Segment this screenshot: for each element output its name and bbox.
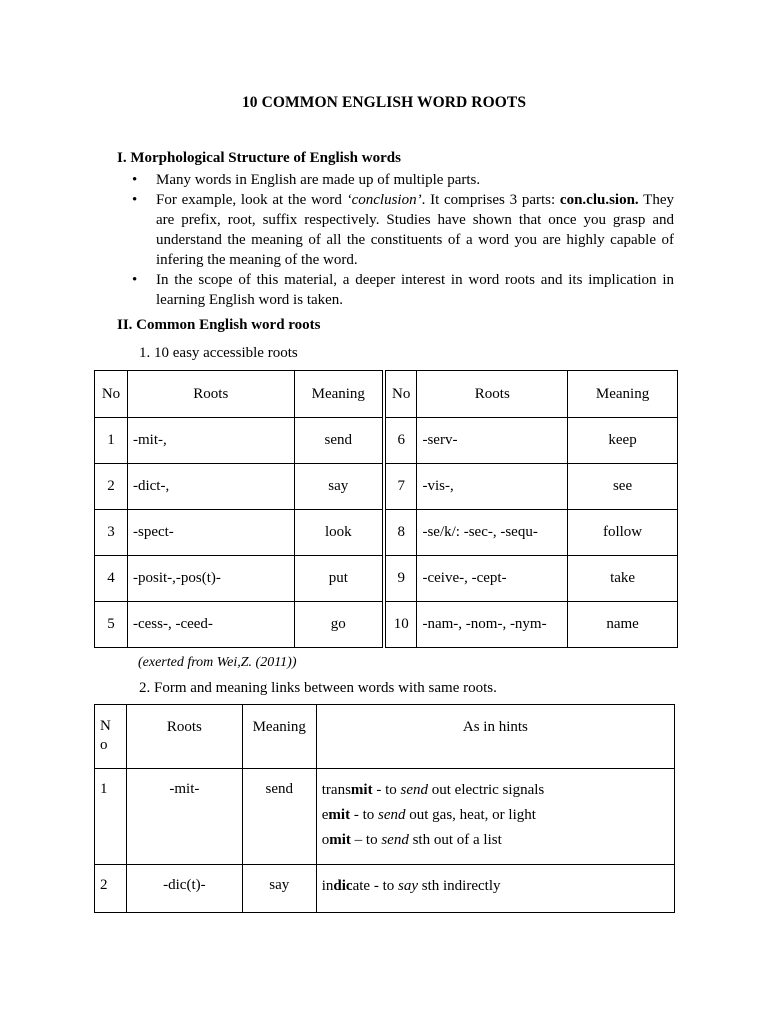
section-heading-1: I. Morphological Structure of English words (117, 150, 401, 166)
cell-meaning: go (294, 602, 384, 648)
hints-table (94, 704, 675, 913)
cell-meaning: send (294, 418, 384, 464)
cell-no: 10 (384, 602, 417, 648)
cell-root: -ceive-, -cept- (417, 556, 568, 602)
cell-meaning: say (294, 464, 384, 510)
cell-no: 1 (95, 769, 127, 865)
table-row (95, 464, 678, 510)
header-meaning: Meaning (242, 705, 316, 769)
header-meaning: Meaning (568, 371, 678, 418)
cell-root: -nam-, -nom-, -nym- (417, 602, 568, 648)
hint-line (322, 778, 669, 803)
cell-hints (316, 769, 674, 865)
hint-suffix: ate (352, 878, 371, 894)
cell-hints (316, 865, 674, 913)
section-heading-2: II. Common English word roots (117, 317, 321, 333)
table-row (95, 510, 678, 556)
header-no-text: N o (100, 718, 111, 753)
cell-root: -vis-, (417, 464, 568, 510)
bullet-list (132, 170, 674, 310)
hint-end: sth out of a list (408, 832, 502, 848)
cell-no: 6 (384, 418, 417, 464)
table-row (95, 418, 678, 464)
header-roots: Roots (126, 705, 242, 769)
table-header-row (95, 371, 678, 418)
cell-no: 9 (384, 556, 417, 602)
hint-line (322, 874, 669, 899)
hint-end: out electric signals (428, 782, 545, 798)
cell-root: -se/k/: -sec-, -sequ- (417, 510, 568, 556)
hint-prefix: in (321, 878, 334, 894)
bullet-text: In the scope of this material, a deeper interest in word roots and its implication in learning English word is taken. (156, 272, 674, 308)
roots-table (94, 370, 678, 648)
subheading-1: 1. 10 easy accessible roots (139, 345, 298, 361)
cell-root: -spect- (127, 510, 294, 556)
subheading-2: 2. Form and meaning links between words with same roots. (139, 680, 497, 696)
cell-meaning: keep (568, 418, 678, 464)
cell-meaning: see (568, 464, 678, 510)
hint-sep: - to (370, 878, 398, 894)
header-roots: Roots (417, 371, 568, 418)
cell-no: 4 (95, 556, 128, 602)
table-row (95, 769, 675, 865)
hint-meaning: send (381, 832, 409, 848)
bullet-text-b: . It comprises 3 parts: (421, 192, 560, 208)
hint-prefix: trans (321, 782, 351, 798)
cell-meaning: say (242, 865, 316, 913)
cell-root: -cess-, -ceed- (127, 602, 294, 648)
hint-meaning: say (398, 878, 418, 894)
cell-no: 5 (95, 602, 128, 648)
table-row (95, 865, 675, 913)
bullet-icon: • (132, 272, 138, 288)
hint-root: mit (350, 782, 373, 798)
hint-meaning: send (378, 807, 406, 823)
table-row (95, 602, 678, 648)
header-no: No (95, 371, 128, 418)
table-caption: (exerted from Wei,Z. (2011)) (138, 655, 297, 670)
hint-line (322, 828, 669, 853)
hint-sep: - to (372, 782, 401, 798)
cell-meaning: look (294, 510, 384, 556)
bullet-item (132, 190, 674, 270)
table-header-row (95, 705, 675, 769)
cell-no: 8 (384, 510, 417, 556)
hint-root: mit (329, 832, 351, 848)
bullet-text-c: They are prefix, root, suffix respectively. Studies have shown that once you grasp and understand the meaning of all the constituents of a word you are highly capable of infering the meaning of the word. (156, 192, 674, 268)
hint-end: sth indirectly (418, 878, 501, 894)
cell-no: 1 (95, 418, 128, 464)
hint-meaning: send (400, 782, 429, 798)
header-meaning: Meaning (294, 371, 384, 418)
hint-root: mit (328, 807, 351, 823)
cell-root: -mit- (126, 769, 242, 865)
bullet-example-word: ‘conclusion’ (346, 192, 422, 208)
cell-no: 2 (95, 464, 128, 510)
hint-end: out gas, heat, or light (405, 807, 536, 823)
hint-root: dic (333, 878, 353, 894)
bullet-icon: • (132, 172, 138, 188)
cell-root: -dict-, (127, 464, 294, 510)
hint-prefix: o (321, 832, 330, 848)
cell-meaning: put (294, 556, 384, 602)
cell-no: 2 (95, 865, 127, 913)
hint-sep: - to (350, 807, 379, 823)
cell-meaning: take (568, 556, 678, 602)
cell-root: -posit-,-pos(t)- (127, 556, 294, 602)
bullet-item (132, 270, 674, 310)
bullet-text: Many words in English are made up of multiple parts. (156, 172, 481, 188)
cell-meaning: follow (568, 510, 678, 556)
cell-meaning: name (568, 602, 678, 648)
page-title: 10 COMMON ENGLISH WORD ROOTS (241, 94, 527, 111)
header-no: No (384, 371, 417, 418)
hint-prefix: e (321, 807, 329, 823)
header-no (95, 705, 127, 769)
cell-root: -mit-, (127, 418, 294, 464)
bullet-word-parts: con.clu.sion. (559, 192, 639, 208)
bullet-text-a: For example, look at the word (156, 192, 347, 208)
header-hints: As in hints (316, 705, 674, 769)
cell-root: -dic(t)- (126, 865, 242, 913)
cell-root: -serv- (417, 418, 568, 464)
cell-no: 7 (384, 464, 417, 510)
table-row (95, 556, 678, 602)
bullet-item (132, 170, 674, 190)
cell-meaning: send (242, 769, 316, 865)
hint-line (322, 803, 669, 828)
cell-no: 3 (95, 510, 128, 556)
header-roots: Roots (127, 371, 294, 418)
hint-sep: – to (350, 832, 382, 848)
bullet-icon: • (132, 192, 138, 208)
